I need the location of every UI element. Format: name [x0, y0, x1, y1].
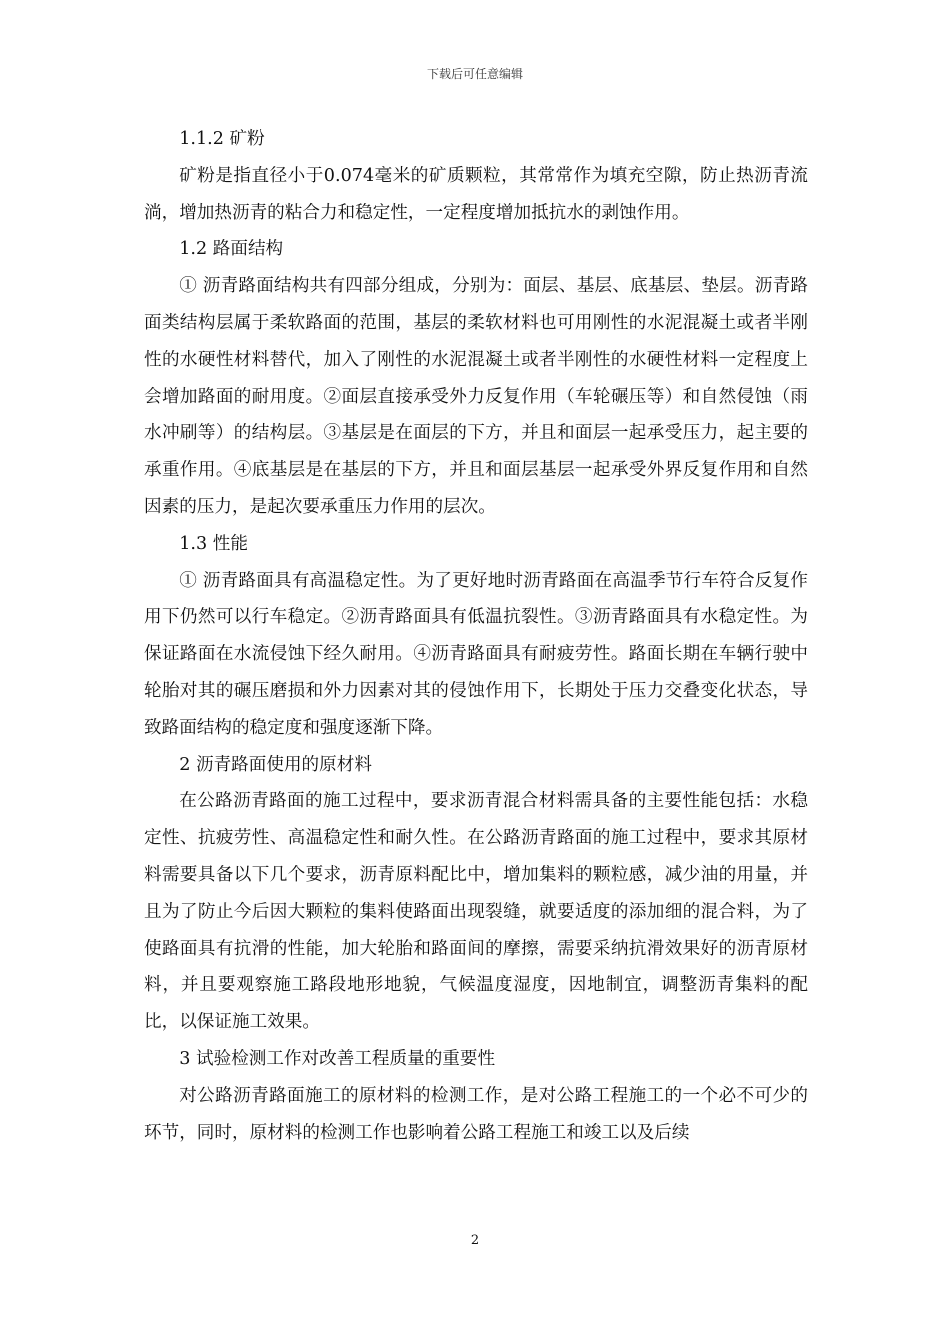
- document-body: [144, 121, 808, 1151]
- paragraph-testing: 对公路沥青路面施工的原材料的检测工作，是对公路工程施工的一个必不可少的环节，同时，原材料的检测工作也影响着公路工程施工和竣工以及后续: [144, 1085, 808, 1143]
- paragraph-mineral-powder: 矿粉是指直径小于0.074毫米的矿质颗粒，其常常作为填充空隙，防止热沥青流淌，增加热沥青的粘合力和稳定性，一定程度增加抵抗水的剥蚀作用。: [144, 165, 808, 223]
- paragraph-raw-materials: 在公路沥青路面的施工过程中，要求沥青混合材料需具备的主要性能包括：水稳定性、抗疲劳性、高温稳定性和耐久性。在公路沥青路面的施工过程中，要求其原材料需要具备以下几个要求，沥青原料配比中，增加集料的颗粒感，减少油的用量，并且为了防止今后因大颗粒的集料使路面出现裂缝，就要适度的添加细的混合料，为了使路面具有抗滑的性能，加大轮胎和路面间的摩擦，需要采纳抗滑效果好的沥青原材料，并且要观察施工路段地形地貌，气候温度湿度，因地制宜，调整沥青集料的配比，以保证施工效果。: [144, 791, 808, 1033]
- section-heading-1-1-2: 1.1.2 矿粉: [179, 129, 265, 149]
- section-heading-1-2: 1.2 路面结构: [179, 239, 284, 260]
- paragraph-performance: ① 沥青路面具有高温稳定性。为了更好地时沥青路面在高温季节行车符合反复作用下仍然可以行车稳定。②沥青路面具有低温抗裂性。③沥青路面具有水稳定性。为保证路面在水流侵蚀下经久耐用。④沥青路面具有耐疲劳性。路面长期在车辆行驶中轮胎对其的碾压磨损和外力因素对其的侵蚀作用下，长期处于压力交叠变化状态，导致路面结构的稳定度和强度逐渐下降。: [144, 570, 808, 738]
- section-heading-2: 2 沥青路面使用的原材料: [179, 754, 372, 775]
- page-header-note: 下载后可任意编辑: [426, 67, 523, 81]
- paragraph-road-structure: ① 沥青路面结构共有四部分组成，分别为：面层、基层、底基层、垫层。沥青路面类结构层属于柔软路面的范围，基层的柔软材料也可用刚性的水泥混凝土或者半刚性的水硬性材料替代，加入了刚性的水泥混凝土或者半刚性的水硬性材料一定程度上会增加路面的耐用度。②面层直接承受外力反复作用（车轮碾压等）和自然侵蚀（雨水冲刷等）的结构层。③基层是在面层的下方，并且和面层一起承受压力，起主要的承重作用。④底基层是在基层的下方，并且和面层基层一起承受外界反复作用和自然因素的压力，是起次要承重压力作用的层次。: [144, 276, 808, 517]
- page-number: 2: [470, 1233, 480, 1248]
- section-heading-1-3: 1.3 性能: [179, 533, 248, 554]
- section-heading-3: 3 试验检测工作对改善工程质量的重要性: [179, 1048, 496, 1069]
